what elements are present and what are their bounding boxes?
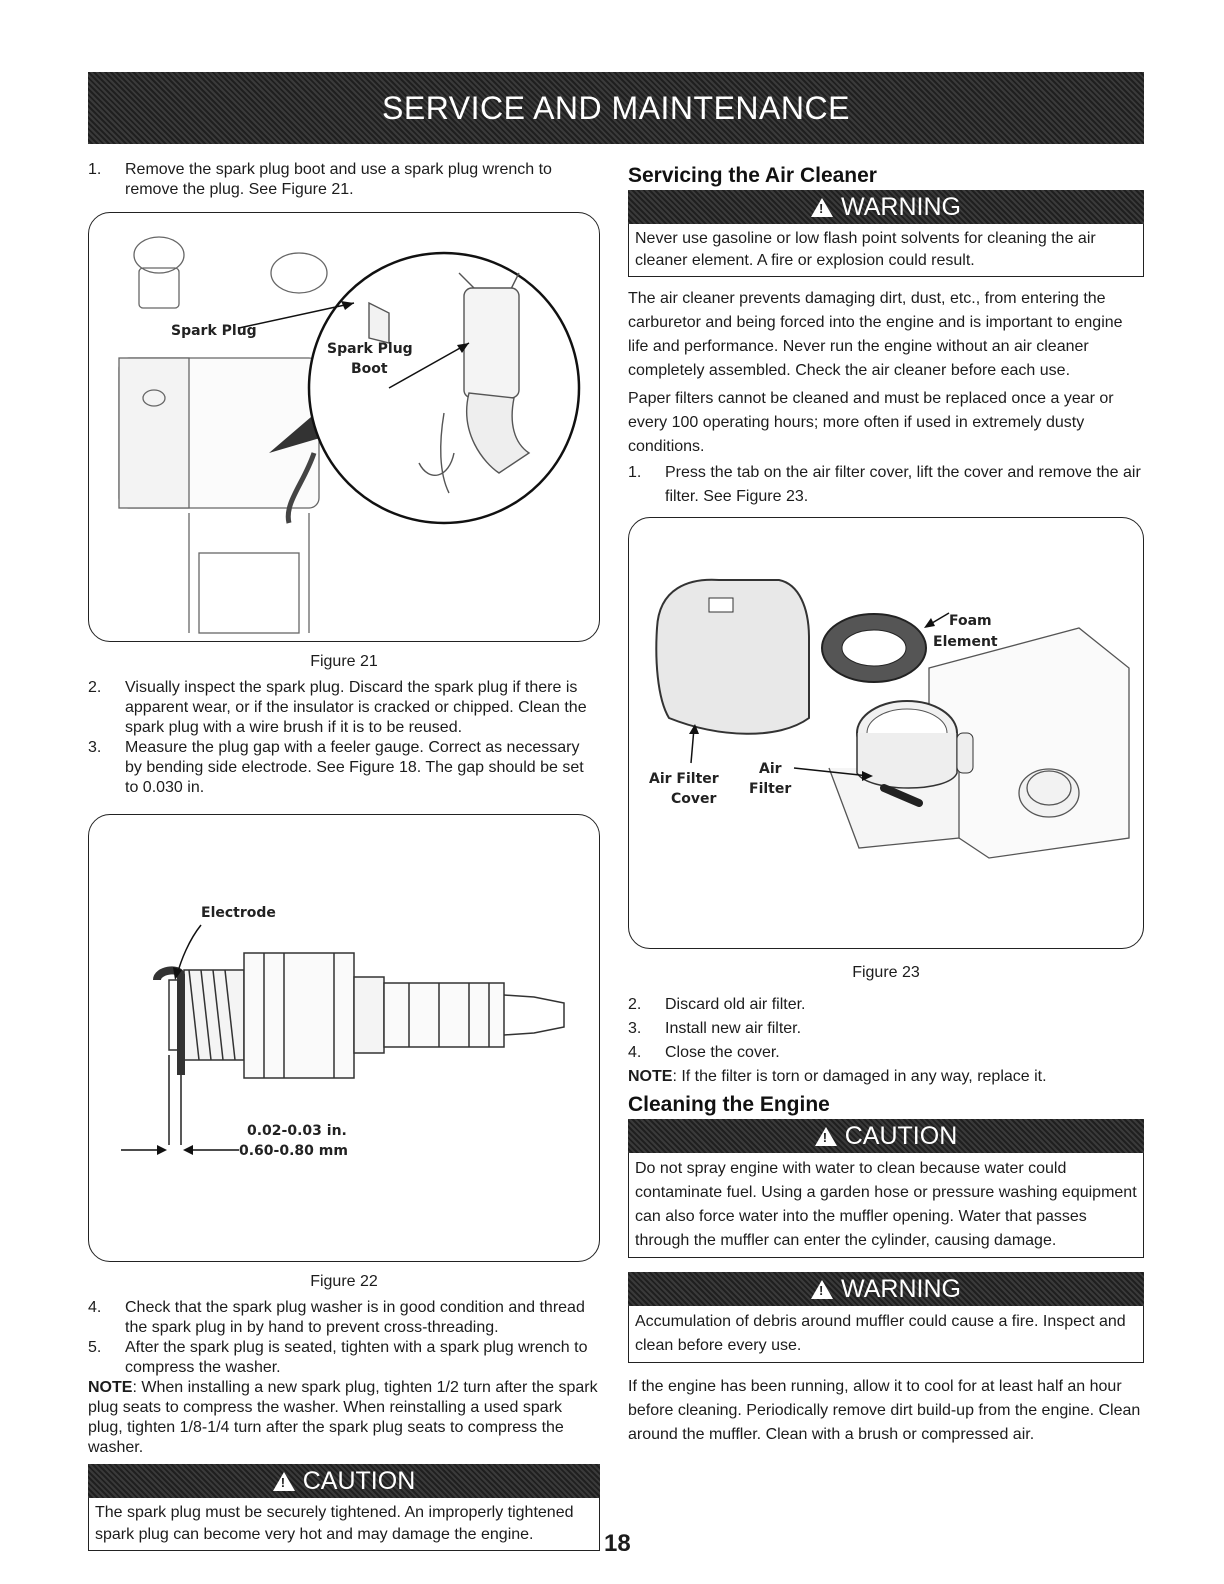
warning-triangle-icon xyxy=(811,1280,833,1299)
list-text: Close the cover. xyxy=(665,1044,780,1061)
left-column xyxy=(88,160,600,1551)
label-spark-plug-boot-line1: Spark Plug xyxy=(327,341,413,357)
note-label: NOTE xyxy=(628,1068,673,1085)
list-text: Discard old air filter. xyxy=(665,996,806,1013)
list-number: 1. xyxy=(88,161,102,178)
warning-triangle-icon xyxy=(273,1472,295,1491)
caution-title: CAUTION xyxy=(844,1121,958,1150)
label-foam-line2: Element xyxy=(933,634,998,650)
list-text: Check that the spark plug washer is in good condition and thread the spark plug in by hand to prevent cross-threading. xyxy=(125,1299,585,1336)
caution-header xyxy=(88,1464,600,1498)
section-banner xyxy=(88,72,1144,144)
air-filter-illustration xyxy=(629,518,1144,948)
steps-2-4 xyxy=(628,993,1144,1065)
paragraph: The air cleaner prevents damaging dirt, dust, etc., from entering the carburetor and being forced into the engine and is important to engine life and performance. Never run the engine without an air cleaner completely assembled. Check the air cleaner before each use. xyxy=(628,290,1123,379)
warning-title: WARNING xyxy=(841,1274,961,1303)
right-column xyxy=(628,160,1144,1447)
note-label: NOTE xyxy=(88,1379,133,1396)
warning-header xyxy=(628,1272,1144,1306)
page-number: 18 xyxy=(604,1530,631,1557)
list-number: 1. xyxy=(628,464,642,481)
list-item xyxy=(628,461,1144,509)
list-item xyxy=(628,1041,1144,1065)
list-text: Measure the plug gap with a feeler gauge. Correct as necessary by bending side electrode. See Figure 18. The gap should be set to 0.030 in. xyxy=(125,739,584,796)
warning-title: WARNING xyxy=(841,192,961,221)
caution-text: The spark plug must be securely tightened. An improperly tightened spark plug can become very hot and may damage the engine. xyxy=(88,1498,600,1551)
figure-caption: Figure 22 xyxy=(310,1273,378,1290)
list-item xyxy=(88,738,600,798)
steps-2-3 xyxy=(88,678,600,798)
warning-text: Never use gasoline or low flash point solvents for cleaning the air cleaner element. A fire or explosion could result. xyxy=(628,224,1144,277)
page-title: SERVICE AND MAINTENANCE xyxy=(382,89,850,126)
section-heading: Cleaning the Engine xyxy=(628,1093,830,1116)
electrode-gap-illustration xyxy=(89,815,600,1261)
figure-23 xyxy=(628,517,1144,949)
list-number: 2. xyxy=(88,679,102,696)
figure-21 xyxy=(88,212,600,642)
list-number: 3. xyxy=(88,739,102,756)
warning-triangle-icon xyxy=(815,1127,837,1146)
steps-4-5 xyxy=(88,1298,600,1378)
list-number: 4. xyxy=(88,1299,102,1316)
list-number: 5. xyxy=(88,1339,102,1356)
figure-22 xyxy=(88,814,600,1262)
caution-box xyxy=(628,1119,1144,1258)
paragraph: Paper filters cannot be cleaned and must be replaced once a year or every 100 operating hours; more often if used in extremely dusty conditions. xyxy=(628,390,1114,455)
list-item xyxy=(88,1338,600,1378)
spark-plug-illustration xyxy=(89,213,600,641)
caution-title: CAUTION xyxy=(302,1466,416,1495)
list-item xyxy=(88,678,600,738)
caution-text: Do not spray engine with water to clean because water could contaminate fuel. Using a garden hose or pressure washing equipment can also force water into the muffler opening. Water that passes through the muffler can enter the cylinder, causing damage. xyxy=(628,1153,1144,1258)
label-cover-line2: Cover xyxy=(671,791,717,807)
figure-caption: Figure 23 xyxy=(852,964,920,981)
section-heading: Servicing the Air Cleaner xyxy=(628,164,877,187)
caution-header xyxy=(628,1119,1144,1153)
list-text: Install new air filter. xyxy=(665,1020,802,1037)
list-text: Press the tab on the air filter cover, lift the cover and remove the air filter. See Figure 23. xyxy=(665,464,1141,505)
label-filter-line2: Filter xyxy=(749,781,792,797)
list-text: Remove the spark plug boot and use a spark plug wrench to remove the plug. See Figure 21. xyxy=(125,161,552,198)
list-text: After the spark plug is seated, tighten with a spark plug wrench to compress the washer. xyxy=(125,1339,588,1376)
note xyxy=(628,1065,1144,1089)
warning-header xyxy=(628,190,1144,224)
list-number: 4. xyxy=(628,1044,642,1061)
list-item xyxy=(628,1017,1144,1041)
label-gap-mm: 0.60-0.80 mm xyxy=(239,1143,348,1159)
note-text: : When installing a new spark plug, tighten 1/2 turn after the spark plug seats to compress the washer. When reinstalling a used spark plug, tighten 1/8-1/4 turn after the spark plug seats to compress the washer. xyxy=(88,1379,598,1456)
figure-caption: Figure 21 xyxy=(310,653,378,670)
list-text: Visually inspect the spark plug. Discard the spark plug if there is apparent wear, or if the insulator is cracked or chipped. Clean the spark plug with a wire brush if it is to be reused. xyxy=(125,679,587,736)
warning-box xyxy=(628,190,1144,277)
caution-box xyxy=(88,1464,600,1551)
warning-text: Accumulation of debris around muffler could cause a fire. Inspect and clean before every use. xyxy=(628,1306,1144,1363)
list-number: 3. xyxy=(628,1020,642,1037)
warning-triangle-icon xyxy=(811,198,833,217)
label-foam-line1: Foam xyxy=(949,613,992,629)
list-item xyxy=(628,993,1144,1017)
list-number: 2. xyxy=(628,996,642,1013)
paragraph: If the engine has been running, allow it to cool for at least half an hour before cleaning. Periodically remove dirt build-up from the engine. Clean around the muffler. Clean with a brush or compressed air. xyxy=(628,1378,1141,1443)
label-filter-line1: Air xyxy=(759,761,782,777)
warning-box xyxy=(628,1272,1144,1363)
label-spark-plug-boot-line2: Boot xyxy=(351,361,388,377)
list-item xyxy=(88,1298,600,1338)
list-item xyxy=(88,160,600,200)
note-text: : If the filter is torn or damaged in any way, replace it. xyxy=(672,1068,1047,1085)
label-gap-inches: 0.02-0.03 in. xyxy=(247,1123,347,1139)
label-cover-line1: Air Filter xyxy=(649,771,719,787)
label-electrode: Electrode xyxy=(201,905,276,921)
label-spark-plug: Spark Plug xyxy=(171,323,257,339)
note xyxy=(88,1378,600,1458)
